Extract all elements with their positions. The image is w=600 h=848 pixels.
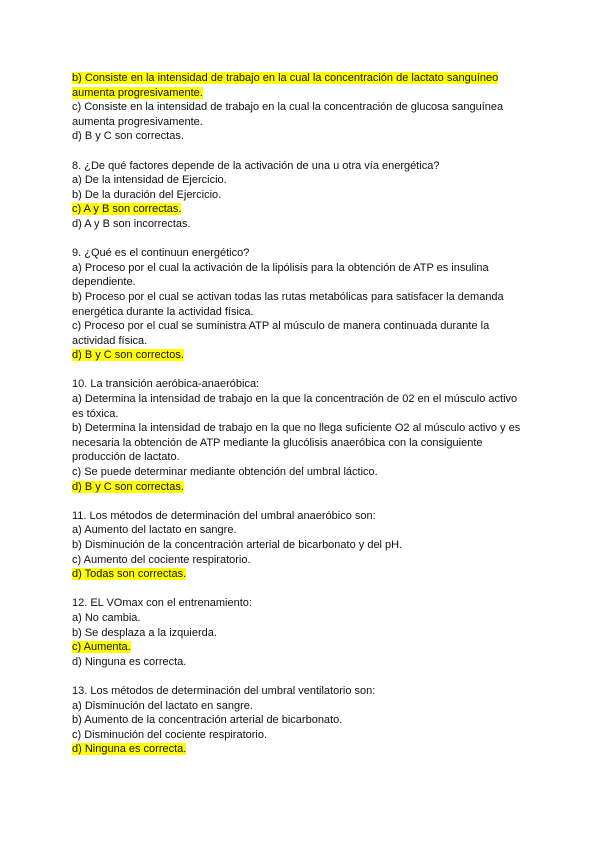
text-line — [72, 159, 532, 174]
text-line — [72, 699, 532, 714]
line-text: b) Disminución de la concentración arterial de bicarbonato y del pH. — [72, 539, 403, 551]
line-text: a) Disminución del lactato en sangre. — [72, 699, 253, 712]
line-text: a) No cambia. — [72, 611, 141, 624]
text-line — [72, 436, 532, 451]
line-text: c) Proceso por el cual se suministra ATP al músculo de manera continuada durante la — [72, 320, 490, 333]
question-block — [72, 71, 532, 144]
text-line — [72, 202, 532, 217]
line-text: 9. ¿Qué es el continuun energético? — [72, 247, 250, 260]
text-line — [72, 640, 532, 655]
text-line — [72, 319, 532, 334]
question-block — [72, 509, 532, 582]
line-text: actividad física. — [72, 334, 148, 347]
line-text: d) Ninguna es correcta. — [72, 655, 187, 668]
text-line — [72, 100, 532, 115]
text-line — [72, 377, 532, 392]
paragraph-gap — [72, 669, 532, 684]
line-text: 11. Los métodos de determinación del umbral anaeróbico son: — [72, 509, 376, 522]
question-block — [72, 684, 532, 757]
text-line — [72, 465, 532, 480]
text-line — [72, 480, 532, 495]
question-block — [72, 159, 532, 232]
line-text: a) Aumento del lactato en sangre. — [72, 524, 237, 537]
text-line — [72, 86, 532, 101]
text-line — [72, 129, 532, 144]
text-line — [72, 742, 532, 757]
line-text: producción de lactato. — [72, 451, 180, 464]
text-line — [72, 305, 532, 320]
paragraph-gap — [72, 494, 532, 509]
line-text: c) Disminución del cociente respiratorio. — [72, 728, 268, 741]
highlighted-answer-text: d) Todas son correctas. — [72, 568, 187, 581]
text-line — [72, 173, 532, 188]
text-line — [72, 596, 532, 611]
text-line — [72, 188, 532, 203]
line-text: d) B y C son correctas. — [72, 130, 184, 143]
text-line — [72, 553, 532, 568]
line-text: b) Aumento de la concentración arterial de bicarbonato. — [72, 714, 343, 727]
question-block — [72, 596, 532, 669]
text-line — [72, 523, 532, 538]
line-text: energética durante la actividad física. — [72, 305, 254, 318]
line-text: a) Determina la intensidad de trabajo en la que la concentración de 02 en el músculo activo — [72, 393, 518, 406]
text-line — [72, 348, 532, 363]
text-line — [72, 713, 532, 728]
question-block — [72, 377, 532, 494]
line-text: necesaria la obtención de ATP mediante la glucólisis anaeróbica con la consiguiente — [72, 436, 483, 449]
line-text: 13. Los métodos de determinación del umbral ventilatorio son: — [72, 684, 376, 697]
line-text: aumenta progresivamente. — [72, 115, 203, 128]
highlighted-answer-text: c) A y B son correctas. — [72, 203, 182, 216]
text-line — [72, 392, 532, 407]
text-line — [72, 728, 532, 743]
line-text: 12. EL VOmax con el entrenamiento: — [72, 597, 252, 610]
line-text: b) Proceso por el cual se activan todas las rutas metabólicas para satisfacer la demanda — [72, 290, 504, 303]
text-line — [72, 538, 532, 553]
highlighted-answer-text: b) Consiste en la intensidad de trabajo en la cual la concentración de lactato sanguíneo — [72, 72, 499, 84]
text-line — [72, 246, 532, 261]
highlighted-answer-text: c) Aumenta. — [72, 641, 131, 654]
line-text: b) Se desplaza a la izquierda. — [72, 626, 217, 639]
highlighted-answer-text: d) B y C son correctas. — [72, 480, 184, 493]
document-content — [72, 71, 532, 757]
highlighted-answer-text: d) B y C son correctos. — [72, 349, 184, 362]
text-line — [72, 655, 532, 670]
text-line — [72, 450, 532, 465]
line-text: c) Aumento del cociente respiratorio. — [72, 553, 251, 566]
line-text: d) A y B son incorrectas. — [72, 217, 191, 230]
text-line — [72, 290, 532, 305]
text-line — [72, 217, 532, 232]
line-text: c) Se puede determinar mediante obtención del umbral láctico. — [72, 466, 378, 479]
line-text: es tóxica. — [72, 407, 119, 420]
line-text: 8. ¿De qué factores depende de la activación de una u otra vía energética? — [72, 159, 440, 172]
highlighted-answer-text: d) Ninguna es correcta. — [72, 743, 187, 756]
line-text: a) Proceso por el cual la activación de la lipólisis para la obtención de ATP es insulina — [72, 261, 489, 274]
paragraph-gap — [72, 232, 532, 247]
paragraph-gap — [72, 363, 532, 378]
text-line — [72, 261, 532, 276]
text-line — [72, 115, 532, 130]
text-line — [72, 421, 532, 436]
line-text: b) De la duración del Ejercicio. — [72, 188, 222, 201]
paragraph-gap — [72, 582, 532, 597]
line-text: 10. La transición aeróbica-anaeróbica: — [72, 378, 260, 391]
text-line — [72, 275, 532, 290]
paragraph-gap — [72, 144, 532, 159]
line-text: dependiente. — [72, 276, 136, 289]
line-text: c) Consiste en la intensidad de trabajo en la cual la concentración de glucosa sanguínea — [72, 101, 504, 114]
text-line — [72, 407, 532, 422]
text-line — [72, 334, 532, 349]
text-line — [72, 509, 532, 524]
line-text: a) De la intensidad de Ejercicio. — [72, 174, 227, 187]
text-line — [72, 626, 532, 641]
text-line — [72, 567, 532, 582]
question-block — [72, 246, 532, 363]
line-text: b) Determina la intensidad de trabajo en la que no llega suficiente O2 al músculo activo y es — [72, 422, 521, 435]
text-line — [72, 684, 532, 699]
text-line — [72, 611, 532, 626]
highlighted-answer-text: aumenta progresivamente. — [72, 86, 203, 99]
text-line — [72, 71, 532, 86]
